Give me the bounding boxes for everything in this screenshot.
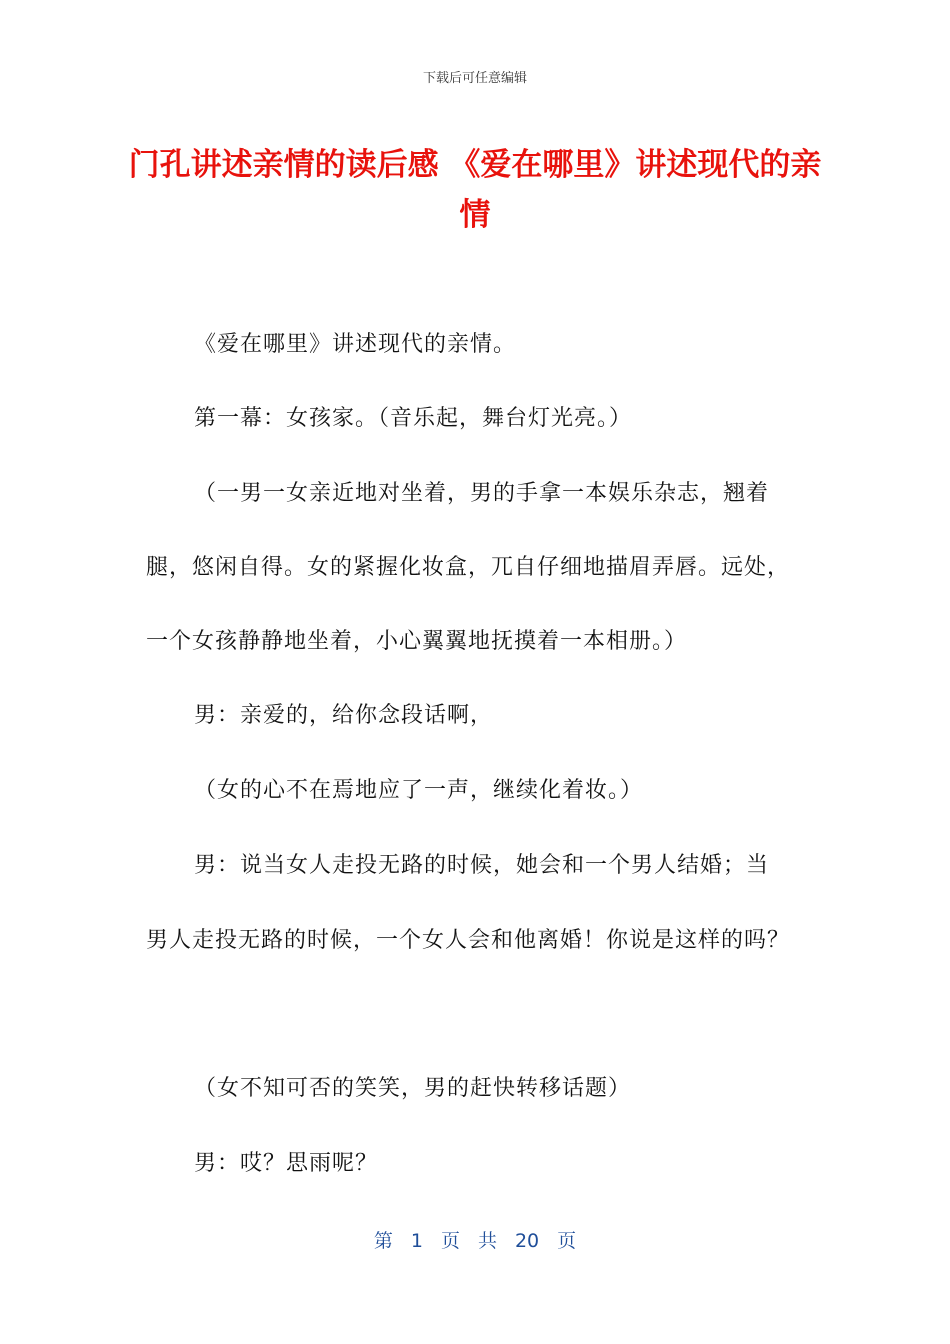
footer-page-number: 1 [410, 1230, 423, 1252]
paragraph-3-line-2: 腿，悠闲自得。女的紧握化妆盒，兀自仔细地描眉弄唇。远处， [146, 555, 791, 580]
paragraph-3-line-3: 一个女孩静静地坐着，小心翼翼地抚摸着一本相册。） [146, 629, 688, 654]
footer-total-pages: 20 [514, 1230, 540, 1252]
paragraph-5: （女的心不在焉地应了一声，继续化着妆。） [194, 778, 644, 803]
footer-total-word: 共 [477, 1230, 497, 1252]
paragraph-4: 男：亲爱的，给你念段话啊， [194, 703, 494, 728]
footer-page-word: 页 [440, 1230, 460, 1252]
page-footer [0, 1226, 950, 1253]
paragraph-3-line-1: （一男一女亲近地对坐着，男的手拿一本娱乐杂志，翘着 [194, 481, 770, 506]
header-note: 下载后可任意编辑 [422, 71, 527, 86]
paragraph-2: 第一幕：女孩家。（音乐起，舞台灯光亮。） [194, 406, 633, 431]
paragraph-6-line-1: 男：说当女人走投无路的时候，她会和一个男人结婚；当 [194, 853, 770, 878]
paragraph-6-line-2: 男人走投无路的时候，一个女人会和他离婚！你说是这样的吗？ [146, 928, 791, 953]
paragraph-1: 《爱在哪里》讲述现代的亲情。 [194, 332, 517, 357]
paragraph-7: （女不知可否的笑笑，男的赶快转移话题） [194, 1076, 632, 1101]
document-title: 门孔讲述亲情的读后感 《爱在哪里》讲述现代的亲情 [128, 147, 822, 233]
paragraph-8: 男：哎？思雨呢？ [194, 1151, 379, 1176]
footer-prefix: 第 [373, 1230, 393, 1252]
footer-suffix: 页 [557, 1230, 577, 1252]
